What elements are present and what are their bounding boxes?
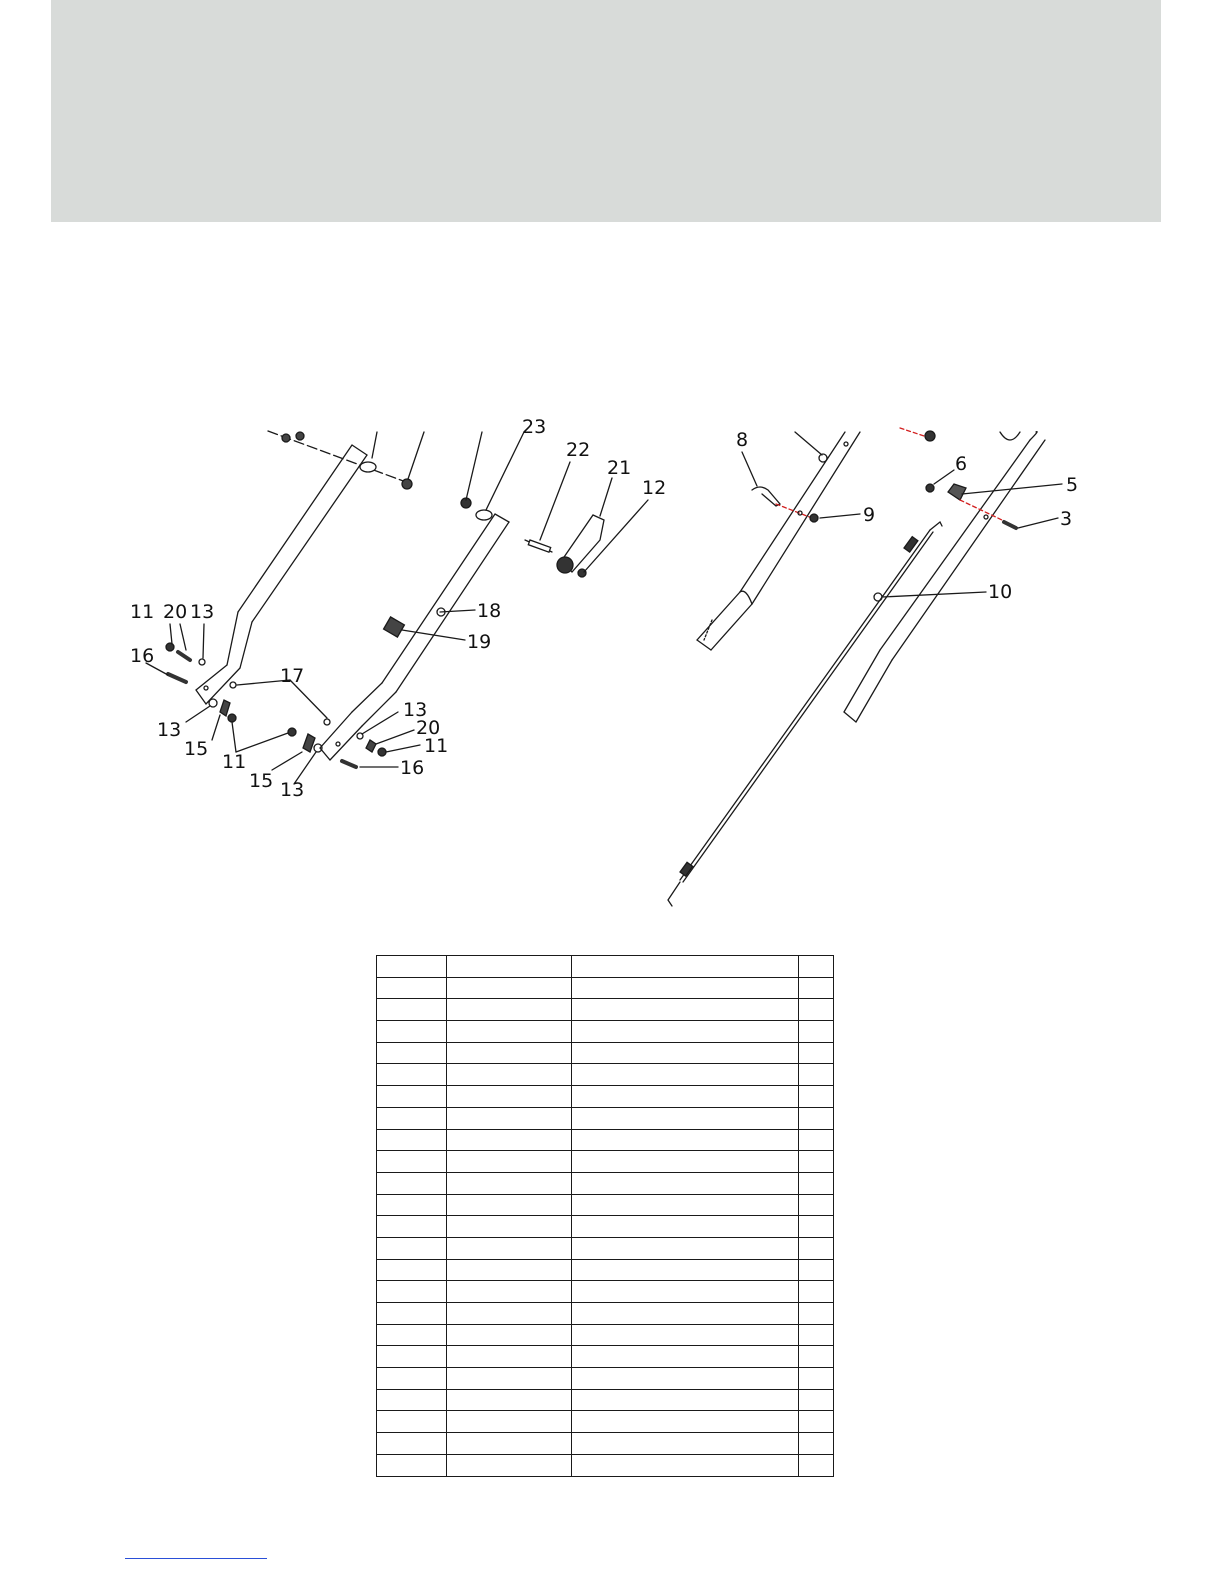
- table-cell: [572, 1151, 799, 1173]
- callout-19: 19: [467, 631, 492, 653]
- table-cell: [377, 977, 447, 999]
- callout-22: 22: [566, 439, 591, 461]
- table-cell: [377, 956, 447, 978]
- table-cell: [377, 1259, 447, 1281]
- table-cell: [572, 1172, 799, 1194]
- table-cell: [799, 1368, 834, 1390]
- table-cell: [799, 1172, 834, 1194]
- callout-13-lower-left: 13: [157, 719, 182, 741]
- table-cell: [572, 1346, 799, 1368]
- table-row: [377, 1172, 834, 1194]
- grip-part: [384, 617, 405, 637]
- table-cell: [447, 1042, 572, 1064]
- table-cell: [799, 1042, 834, 1064]
- callout-11-right: 11: [424, 735, 449, 757]
- table-cell: [377, 1086, 447, 1108]
- footer-link-underline[interactable]: [125, 1558, 267, 1559]
- callout-15-left: 15: [184, 738, 209, 760]
- table-cell: [572, 1303, 799, 1325]
- table-cell: [799, 1237, 834, 1259]
- table-cell: [377, 1433, 447, 1455]
- table-cell: [799, 1303, 834, 1325]
- table-cell: [377, 1454, 447, 1476]
- table-cell: [447, 1151, 572, 1173]
- table-cell: [799, 1021, 834, 1043]
- table-cell: [572, 1411, 799, 1433]
- table-row: [377, 1194, 834, 1216]
- table-cell: [799, 1346, 834, 1368]
- table-row: [377, 1151, 834, 1173]
- table-row: [377, 1389, 834, 1411]
- control-cable: [668, 522, 942, 906]
- callout-13-left: 13: [190, 601, 215, 623]
- callout-8: 8: [736, 429, 749, 451]
- table-cell: [377, 1368, 447, 1390]
- table-cell: [377, 1129, 447, 1151]
- table-cell: [447, 1368, 572, 1390]
- parts-list-body: [377, 956, 834, 1477]
- table-cell: [799, 1086, 834, 1108]
- top-washer: [360, 462, 376, 472]
- table-row: [377, 1259, 834, 1281]
- table-cell: [377, 1281, 447, 1303]
- table-cell: [447, 1411, 572, 1433]
- table-row: [377, 1454, 834, 1476]
- table-cell: [377, 999, 447, 1021]
- table-cell: [572, 1389, 799, 1411]
- table-cell: [572, 956, 799, 978]
- table-cell: [799, 1216, 834, 1238]
- right-handle-tube-a: [697, 432, 860, 650]
- table-cell: [799, 1259, 834, 1281]
- table-row: [377, 1281, 834, 1303]
- pulley-part: [948, 484, 966, 500]
- table-cell: [572, 1194, 799, 1216]
- callout-23: 23: [522, 416, 547, 438]
- callout-13-mid: 13: [403, 699, 428, 721]
- table-row: [377, 1433, 834, 1455]
- table-row: [377, 1346, 834, 1368]
- table-cell: [572, 1368, 799, 1390]
- table-cell: [447, 1194, 572, 1216]
- table-cell: [377, 1303, 447, 1325]
- table-row: [377, 1129, 834, 1151]
- table-cell: [572, 1107, 799, 1129]
- table-cell: [572, 1086, 799, 1108]
- callout-16-right: 16: [400, 757, 425, 779]
- table-cell: [799, 1324, 834, 1346]
- table-row: [377, 1086, 834, 1108]
- table-cell: [447, 1216, 572, 1238]
- table-cell: [377, 1389, 447, 1411]
- callout-11-left: 11: [130, 601, 155, 623]
- table-row: [377, 1107, 834, 1129]
- table-cell: [447, 1281, 572, 1303]
- table-cell: [572, 1129, 799, 1151]
- table-row: [377, 1324, 834, 1346]
- table-cell: [799, 1194, 834, 1216]
- table-cell: [447, 1237, 572, 1259]
- callout-16-left: 16: [130, 645, 155, 667]
- callout-3: 3: [1060, 508, 1073, 530]
- callout-13-bottom: 13: [280, 779, 305, 801]
- callout-5: 5: [1066, 474, 1079, 496]
- table-cell: [799, 1151, 834, 1173]
- table-cell: [799, 1389, 834, 1411]
- table-cell: [572, 1324, 799, 1346]
- table-cell: [799, 1129, 834, 1151]
- callout-21: 21: [607, 457, 632, 479]
- table-row: [377, 1064, 834, 1086]
- table-cell: [799, 1281, 834, 1303]
- table-cell: [377, 1064, 447, 1086]
- callout-9: 9: [863, 504, 876, 526]
- table-cell: [447, 977, 572, 999]
- table-cell: [377, 1324, 447, 1346]
- table-cell: [377, 1411, 447, 1433]
- table-cell: [799, 956, 834, 978]
- table-cell: [447, 956, 572, 978]
- table-cell: [572, 1433, 799, 1455]
- table-cell: [572, 1021, 799, 1043]
- table-row: [377, 1042, 834, 1064]
- table-cell: [572, 1216, 799, 1238]
- table-cell: [799, 1107, 834, 1129]
- table-cell: [447, 1346, 572, 1368]
- table-cell: [377, 1172, 447, 1194]
- callout-10: 10: [988, 581, 1013, 603]
- table-cell: [572, 1454, 799, 1476]
- table-row: [377, 999, 834, 1021]
- callout-20-right: 20: [416, 717, 441, 739]
- table-cell: [377, 1346, 447, 1368]
- table-row: [377, 1021, 834, 1043]
- table-cell: [799, 977, 834, 999]
- table-cell: [447, 1107, 572, 1129]
- table-cell: [377, 1042, 447, 1064]
- table-row: [377, 1411, 834, 1433]
- right-handle-tube-b: [844, 432, 1045, 722]
- table-cell: [572, 1281, 799, 1303]
- callout-15-bottom: 15: [249, 770, 274, 792]
- table-cell: [572, 999, 799, 1021]
- table-row: [377, 1237, 834, 1259]
- callout-11-mid: 11: [222, 751, 247, 773]
- table-cell: [447, 1021, 572, 1043]
- table-cell: [447, 1129, 572, 1151]
- table-cell: [572, 1042, 799, 1064]
- table-row: [377, 977, 834, 999]
- table-cell: [447, 999, 572, 1021]
- table-cell: [799, 1454, 834, 1476]
- table-row: [377, 1216, 834, 1238]
- table-cell: [572, 1259, 799, 1281]
- table-cell: [799, 1411, 834, 1433]
- table-cell: [377, 1107, 447, 1129]
- callout-17: 17: [280, 665, 305, 687]
- table-cell: [799, 1433, 834, 1455]
- table-cell: [447, 1172, 572, 1194]
- table-cell: [377, 1151, 447, 1173]
- table-row: [377, 1368, 834, 1390]
- table-cell: [377, 1021, 447, 1043]
- callout-6: 6: [955, 453, 968, 475]
- cable-clip: [752, 487, 780, 506]
- table-cell: [447, 1303, 572, 1325]
- table-cell: [799, 1064, 834, 1086]
- table-cell: [447, 1086, 572, 1108]
- table-row: [377, 956, 834, 978]
- table-cell: [447, 1259, 572, 1281]
- table-cell: [572, 1237, 799, 1259]
- table-cell: [572, 977, 799, 999]
- table-cell: [447, 1454, 572, 1476]
- parts-list-table: [376, 955, 834, 1477]
- table-row: [377, 1303, 834, 1325]
- table-cell: [572, 1064, 799, 1086]
- table-cell: [377, 1194, 447, 1216]
- table-cell: [447, 1064, 572, 1086]
- table-cell: [447, 1324, 572, 1346]
- table-cell: [377, 1216, 447, 1238]
- table-cell: [447, 1433, 572, 1455]
- callout-12: 12: [642, 477, 667, 499]
- callout-18: 18: [477, 600, 502, 622]
- callout-20-left: 20: [163, 601, 188, 623]
- table-cell: [447, 1389, 572, 1411]
- table-cell: [377, 1237, 447, 1259]
- table-cell: [799, 999, 834, 1021]
